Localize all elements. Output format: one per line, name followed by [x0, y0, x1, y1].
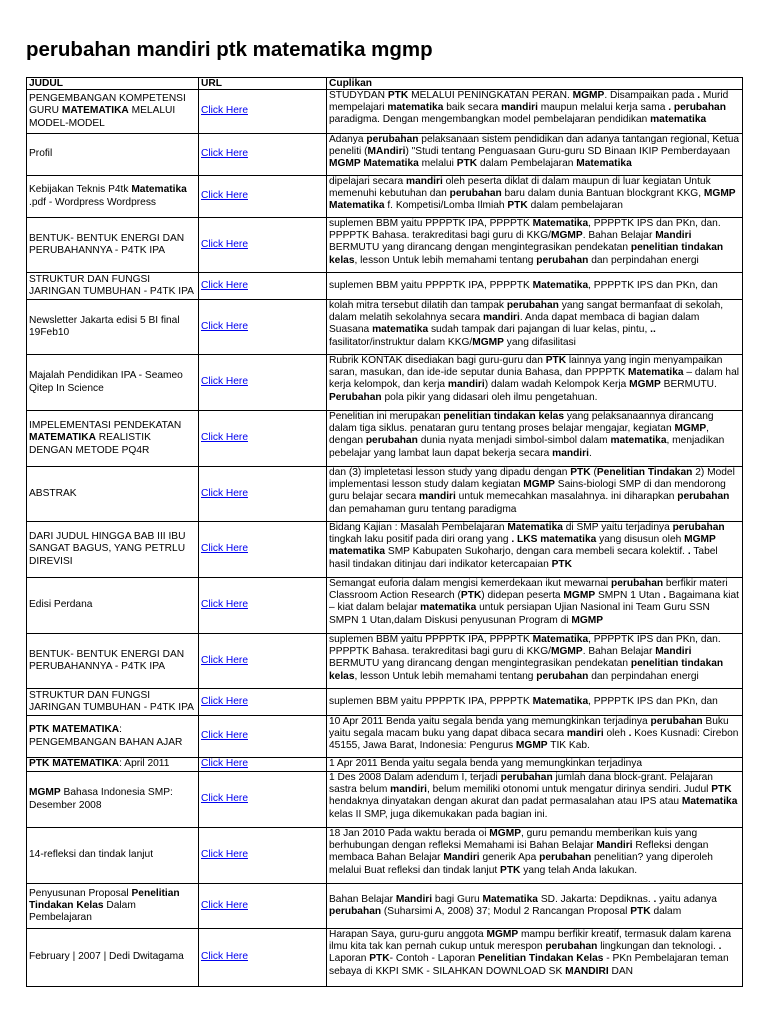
- table-row: [27, 273, 743, 300]
- click-here-link[interactable]: Click Here: [201, 599, 248, 611]
- row-excerpt: Bidang Kajian : Masalah Pembelajaran Matematika di SMP yaitu terjadinya perubahan tingkah laku positif pada diri orang yang . LKS matematika yang disusun oleh MGMP matematika SMP Kabupaten Sukoharjo, dengan cara membeli secara kolektif. . Tabel hasil tindakan ditinjau dari indikator ketercapaian PTK: [327, 522, 743, 578]
- click-here-link[interactable]: Click Here: [201, 432, 248, 444]
- table-header-row: [27, 78, 743, 90]
- click-here-link[interactable]: Click Here: [201, 543, 248, 555]
- table-body: [27, 90, 743, 987]
- row-url-cell: [199, 176, 327, 218]
- header-url: URL: [199, 78, 327, 90]
- row-title: PTK MATEMATIKA: PENGEMBANGAN BAHAN AJAR: [27, 716, 199, 758]
- row-title: STRUKTUR DAN FUNGSI JARINGAN TUMBUHAN - P4TK IPA: [27, 689, 199, 716]
- row-title: Kebijakan Teknis P4tk Matematika .pdf - Wordpress Wordpress: [27, 176, 199, 218]
- click-here-link[interactable]: Click Here: [201, 279, 248, 291]
- row-excerpt: Rubrik KONTAK disediakan bagi guru-guru dan PTK lainnya yang ingin menyampaikan saran, masukan, dan ide-ide seputar dunia Bahasa, dan PPPPTK Matematika – dalam hal kerja kelompok, dan kerja mandiri) dalam wadah Kelompok Kerja MGMP BERMUTU. Perubahan pola pikir yang didasari oleh ilmu pengetahuan.: [327, 355, 743, 411]
- row-title: PENGEMBANGAN KOMPETENSI GURU MATEMATIKA MELALUI MODEL-MODEL: [27, 90, 199, 134]
- row-url-cell: [199, 578, 327, 634]
- row-title: PTK MATEMATIKA: April 2011: [27, 758, 199, 772]
- row-url-cell: [199, 828, 327, 884]
- table-row: [27, 578, 743, 634]
- click-here-link[interactable]: Click Here: [201, 695, 248, 707]
- table-row: [27, 884, 743, 929]
- row-title: Newsletter Jakarta edisi 5 BI final 19Feb10: [27, 300, 199, 355]
- row-excerpt: Bahan Belajar Mandiri bagi Guru Matematika SD. Jakarta: Depdiknas. . yaitu adanya perubahan (Suharsimi A, 2008) 37; Modul 2 Rancangan Proposal PTK dalam: [327, 884, 743, 929]
- table-row: [27, 758, 743, 772]
- row-excerpt: Semangat euforia dalam mengisi kemerdekaan ikut mewarnai perubahan berfikir materi Classroom Action Research (PTK) didepan peserta MGMP SMPN 1 Utan . Bagaimana kiat – kiat dalam belajar matematika untuk persiapan Ujian Nasional ini Team Guru SSN SMPN 1 Utan,dalam Diskusi penyusunan Program di MGMP: [327, 578, 743, 634]
- row-title: BENTUK- BENTUK ENERGI DAN PERUBAHANNYA - P4TK IPA: [27, 218, 199, 273]
- click-here-link[interactable]: Click Here: [201, 793, 248, 805]
- table-row: [27, 522, 743, 578]
- click-here-link[interactable]: Click Here: [201, 487, 248, 499]
- row-url-cell: [199, 689, 327, 716]
- row-title: DARI JUDUL HINGGA BAB III IBU SANGAT BAGUS, YANG PETRLU DIREVISI: [27, 522, 199, 578]
- table-row: [27, 90, 743, 134]
- row-title: 14-refleksi dan tindak lanjut: [27, 828, 199, 884]
- row-excerpt: STUDYDAN PTK MELALUI PENINGKATAN PERAN. MGMP. Disampaikan pada . Murid mempelajari matematika baik secara mandiri maupun melalui kerja sama . perubahan paradigma. Dengan mengembangkan model pembelajaran pendidikan matematika: [327, 90, 743, 134]
- row-excerpt: dipelajari secara mandiri oleh peserta diklat di dalam maupun di luar kegiatan Untuk memenuhi kebutuhan dan perubahan baru dalam dunia Bantuan blockgrant KKG, MGMP Matematika f. Kompetisi/Lomba Ilmiah PTK dalam pembelajaran: [327, 176, 743, 218]
- row-excerpt: Adanya perubahan pelaksanaan sistem pendidikan dan adanya tantangan regional, Ketua peneliti (MAndiri) "Studi tentang Penguasaan Guru-guru SD Binaan IKIP Pemberdayaan MGMP Matematika melalui PTK dalam Pembelajaran Matematika: [327, 134, 743, 176]
- row-excerpt: 18 Jan 2010 Pada waktu berada oi MGMP, guru pemandu memberikan kuis yang berhubungan dengan refleksi Memahami isi Bahan Belajar Mandiri Refleksi dengan membaca Bahan Belajar Mandiri generik Apa perubahan penelitian? yang diperoleh melalui Buat refleksi dan tindak lanjut PTK yang telah Anda lakukan.: [327, 828, 743, 884]
- click-here-link[interactable]: Click Here: [201, 148, 248, 160]
- table-row: [27, 176, 743, 218]
- row-url-cell: [199, 411, 327, 467]
- row-excerpt: suplemen BBM yaitu PPPPTK IPA, PPPPTK Matematika, PPPPTK IPS dan PKn, dan: [327, 689, 743, 716]
- table-row: [27, 134, 743, 176]
- row-url-cell: [199, 134, 327, 176]
- click-here-link[interactable]: Click Here: [201, 730, 248, 742]
- click-here-link[interactable]: Click Here: [201, 320, 248, 332]
- row-excerpt: Harapan Saya, guru-guru anggota MGMP mampu berfikir kreatif, termasuk dalam karena ilmu kita tak kan pernah cukup untuk merespon perubahan lingkungan dan teknologi. . Laporan PTK- Contoh - Laporan Penelitian Tindakan Kelas - PKn Pembelajaran teman sebaya di KKPI SMK - SILAHKAN DOWNLOAD SK MANDIRI DAN: [327, 929, 743, 987]
- row-title: Edisi Perdana: [27, 578, 199, 634]
- row-url-cell: [199, 300, 327, 355]
- click-here-link[interactable]: Click Here: [201, 758, 248, 770]
- click-here-link[interactable]: Click Here: [201, 105, 248, 117]
- click-here-link[interactable]: Click Here: [201, 899, 248, 911]
- table-row: [27, 218, 743, 273]
- click-here-link[interactable]: Click Here: [201, 238, 248, 250]
- table-row: [27, 689, 743, 716]
- row-title: ABSTRAK: [27, 467, 199, 522]
- table-row: [27, 828, 743, 884]
- row-title: Penyusunan Proposal Penelitian Tindakan Kelas Dalam Pembelajaran: [27, 884, 199, 929]
- row-url-cell: [199, 218, 327, 273]
- row-url-cell: [199, 355, 327, 411]
- row-url-cell: [199, 467, 327, 522]
- header-judul: JUDUL: [27, 78, 199, 90]
- row-url-cell: [199, 772, 327, 828]
- row-url-cell: [199, 273, 327, 300]
- table-row: [27, 355, 743, 411]
- table-row: [27, 929, 743, 987]
- row-url-cell: [199, 634, 327, 689]
- header-cuplikan: Cuplikan: [327, 78, 743, 90]
- row-excerpt: suplemen BBM yaitu PPPPTK IPA, PPPPTK Matematika, PPPPTK IPS dan PKn, dan: [327, 273, 743, 300]
- click-here-link[interactable]: Click Here: [201, 849, 248, 861]
- row-title: Majalah Pendidikan IPA - Seameo Qitep In Science: [27, 355, 199, 411]
- row-excerpt: suplemen BBM yaitu PPPPTK IPA, PPPPTK Matematika, PPPPTK IPS dan PKn, dan. PPPPTK Bahasa. terakreditasi bagi guru di KKG/MGMP. Bahan Belajar Mandiri BERMUTU yang dirancang dengan mengintegrasikan pendekatan penelitian tindakan kelas, lesson Untuk lebih memahami tentang perubahan dan perpindahan energi: [327, 218, 743, 273]
- row-excerpt: 10 Apr 2011 Benda yaitu segala benda yang memungkinkan terjadinya perubahan Buku yaitu segala macam buku yang dapat dibaca secara mandiri oleh . Koes Kusnadi: Cirebon 45155, Jawa Barat, Indonesia: Pengurus MGMP TIK Kab.: [327, 716, 743, 758]
- row-url-cell: [199, 90, 327, 134]
- results-table: [26, 77, 743, 987]
- row-excerpt: suplemen BBM yaitu PPPPTK IPA, PPPPTK Matematika, PPPPTK IPS dan PKn, dan. PPPPTK Bahasa. terakreditasi bagi guru di KKG/MGMP. Bahan Belajar Mandiri BERMUTU yang dirancang dengan mengintegrasikan pendekatan penelitian tindakan kelas, lesson Untuk lebih memahami tentang perubahan dan perpindahan energi: [327, 634, 743, 689]
- row-title: MGMP Bahasa Indonesia SMP: Desember 2008: [27, 772, 199, 828]
- row-title: Profil: [27, 134, 199, 176]
- row-excerpt: Penelitian ini merupakan penelitian tindakan kelas yang pelaksanaannya dirancang dalam tiga siklus. penataran guru tentang proses belajar mengajar, kegiatan MGMP, dengan perubahan dunia nyata menjadi simbol-simbol dalam matematika, menjadikan pebelajar yang lambat laun dapat bekerja secara mandiri.: [327, 411, 743, 467]
- click-here-link[interactable]: Click Here: [201, 654, 248, 666]
- row-excerpt: 1 Des 2008 Dalam adendum I, terjadi perubahan jumlah dana block-grant. Pelajaran sastra belum mandiri, belum memiliki otonomi untuk mengatur dirinya sendiri. Judul PTK hendaknya dinyatakan dengan akurat dan padat permasalahan atau IPS atau Matematika kelas II SMP, juga dikemukakan pada bagian ini.: [327, 772, 743, 828]
- page-title: perubahan mandiri ptk matematika mgmp: [26, 38, 433, 61]
- row-excerpt: dan (3) impletetasi lesson study yang dipadu dengan PTK (Penelitian Tindakan 2) Model implementasi lesson study dalam kegiatan MGMP Sains-biologi SMP di dan mendorong guru belajar secara mandiri untuk memecahkan masalahnya. ini diharapkan perubahan dan pemahaman guru tentang paradigma: [327, 467, 743, 522]
- row-title: IMPELEMENTASI PENDEKATAN MATEMATIKA REALISTIK DENGAN METODE PQ4R: [27, 411, 199, 467]
- row-url-cell: [199, 522, 327, 578]
- row-title: STRUKTUR DAN FUNGSI JARINGAN TUMBUHAN - P4TK IPA: [27, 273, 199, 300]
- table-row: [27, 716, 743, 758]
- table-row: [27, 634, 743, 689]
- click-here-link[interactable]: Click Here: [201, 190, 248, 202]
- click-here-link[interactable]: Click Here: [201, 951, 248, 963]
- row-title: February | 2007 | Dedi Dwitagama: [27, 929, 199, 987]
- row-excerpt: 1 Apr 2011 Benda yaitu segala benda yang memungkinkan terjadinya: [327, 758, 743, 772]
- table-row: [27, 411, 743, 467]
- row-url-cell: [199, 884, 327, 929]
- table-row: [27, 300, 743, 355]
- row-url-cell: [199, 758, 327, 772]
- click-here-link[interactable]: Click Here: [201, 376, 248, 388]
- table-row: [27, 772, 743, 828]
- row-url-cell: [199, 716, 327, 758]
- row-url-cell: [199, 929, 327, 987]
- row-title: BENTUK- BENTUK ENERGI DAN PERUBAHANNYA - P4TK IPA: [27, 634, 199, 689]
- table-row: [27, 467, 743, 522]
- row-excerpt: kolah mitra tersebut dilatih dan tampak perubahan yang sangat bermanfaat di sekolah, dalam melatih sekolahnya secara mandiri. Anda dapat membaca di bagian dalam Suasana matematika sudah tampak dari pajangan di luar kelas, pintu, .. fasilitator/instruktur dalam KKG/MGMP yang difasilitasi: [327, 300, 743, 355]
